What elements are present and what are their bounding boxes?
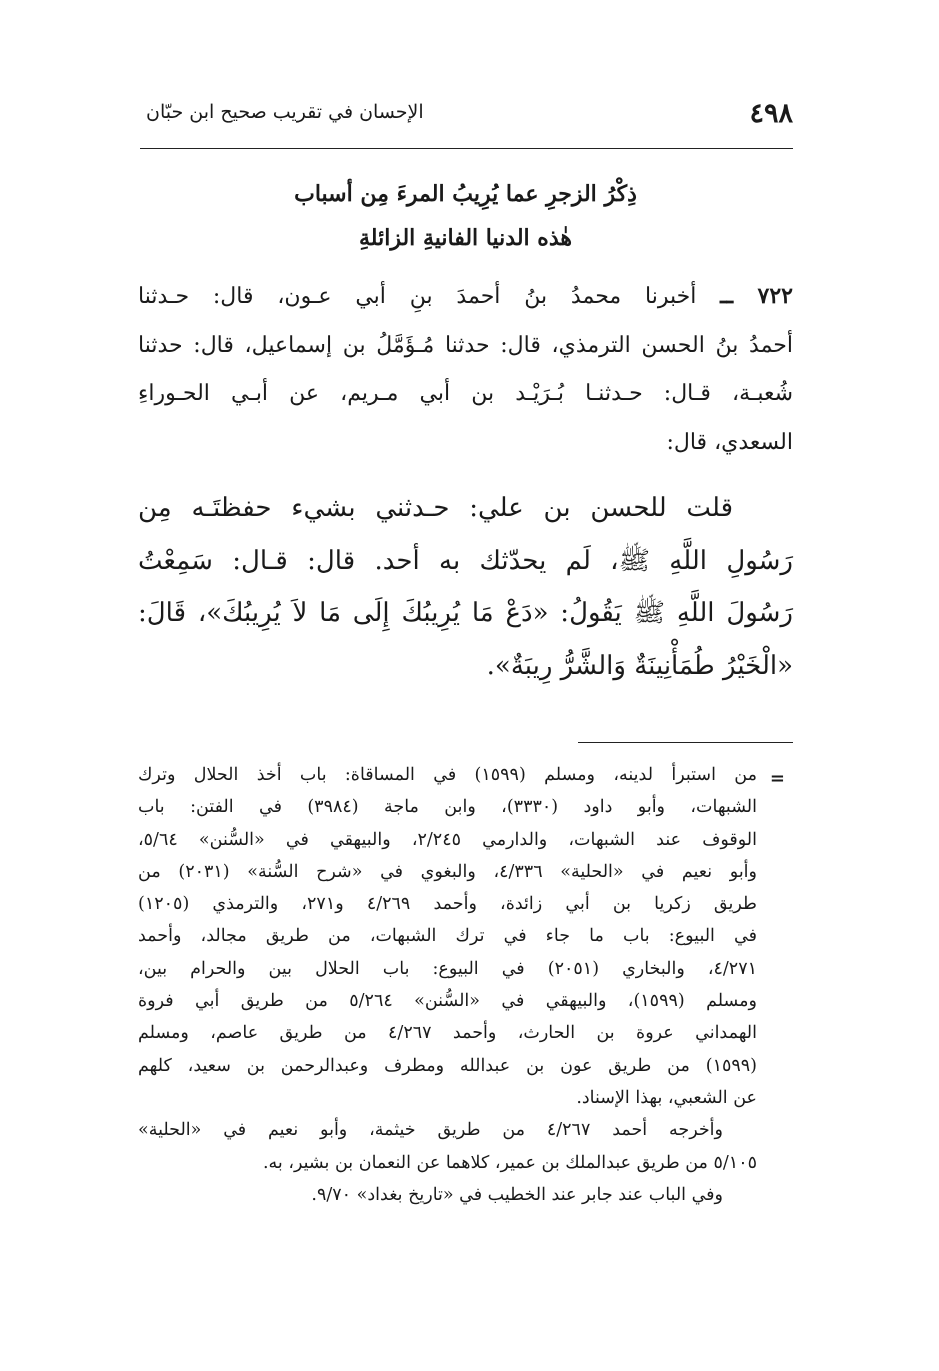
chapter-heading [138,172,793,260]
matn-line: رَسُولِ اللَّهِ ﷺ، لَم يحدّثك به أحد. قال: قـال: سَمِعْتُ [138,545,793,576]
isnad-line [138,272,793,322]
footnote-line: طريق زكريا بن أبي زائدة، وأحمد ٤/٢٦٩ و٢٧١، والترمذي (١٢٠٥) [138,894,757,915]
chapter-heading-line-2: هٰذه الدنيا الفانيةِ الزائلةِ [359,225,572,251]
isnad-line: شُعبـة، قـال: حـدثنـا بُـرَيْـد بن أبي مـريم، عن أبـي الحـوراءِ [138,381,793,406]
footnote-line: في البيوع: باب ما جاء في ترك الشبهات، من طريق مجالد، وأحمد [138,926,757,947]
page-number: ٤٩٨ [749,98,793,129]
footnote-line: الوقوف عند الشبهات، والدارمي ٢/٢٤٥، والبيهقي في «السُّنن» ٥/٦٤، [138,829,757,850]
footnote-line: ومسلم (١٥٩٩)، والبيهقي في «السُّنن» ٥/٢٦٤ من طريق أبي فروة [138,991,757,1012]
footnote-rule [578,742,793,743]
footnote-line: وفي الباب عند جابر عند الخطيب في «تاريخ بغداد» ٩/٧٠. [311,1184,723,1205]
book-title: الإحسان في تقريب صحيح ابن حبّان [146,101,424,123]
footnote-line: ٤/٢٧١، والبخاري (٢٠٥١) في البيوع: باب الحلال بين والحرام بين، [138,958,757,979]
footnote-line: (١٥٩٩) من طريق عون بن عبدالله ومطرف وعبدالرحمن بن سعيد، كلهم [138,1055,757,1076]
isnad-line: السعدي، قال: [666,429,793,455]
footnotes [138,759,757,1211]
isnad-line: أحمدُ بنُ الحسن الترمذي، قال: حدثنا مُـؤَمَّلُ بن إسماعيل، قال: حدثنا [138,332,793,358]
footnote-line: من استبرأ لدينه، ومسلم (١٥٩٩) في المساقاة: باب أخذ الحلال وترك [138,765,757,785]
book-page [138,92,793,1352]
footnote-line: ٥/١٠٥ من طريق عبدالملك بن عمير، كلاهما عن النعمان بن بشير، به. [262,1152,757,1173]
footnote-continuation-mark: = [769,768,785,789]
hadith-isnad [138,272,793,467]
hadith-number: ٧٢٢ ــ [720,283,793,309]
footnote-line: وأبو نعيم في «الحلية» ٤/٣٣٦، والبغوي في «شرح السُّنة» (٢٠٣١) من [138,861,757,882]
chapter-heading-line-1: ذِكْرُ الزجرِ عما يُرِيبُ المرءَ مِن أسباب [294,181,637,207]
footnote-line: الهمداني عروة بن الحارث، وأحمد ٤/٢٦٧ من طريق عاصم، ومسلم [138,1023,757,1044]
matn-line: قلت للحسن بن علي: حـدثني بشيء حفظتَـه مِن [138,493,733,523]
hadith-matn [138,482,793,692]
matn-line: رَسُولَ اللَّهِ ﷺ يَقُولُ: «دَعْ مَا يُرِيبُكَ إِلَى مَا لاَ يُرِيبُكَ»، قَالَ: [138,598,793,628]
running-head [138,98,793,138]
footnote-line: وأخرجه أحمد ٤/٢٦٧ من طريق خيثمة، وأبو نعيم في «الحلية» [138,1120,723,1141]
footnote-line: الشبهات، وأبو داود (٣٣٣٠)، وابن ماجة (٣٩٨٤) في الفتن: باب [138,797,758,818]
isnad-line-text: أخبرنا محمدُ بنُ أحمدَ بنِ أبي عـون، قال: حـدثنا [138,284,697,309]
header-rule [140,148,793,149]
matn-line: «الْخَيْرُ طُمَأْنِينَةٌ وَالشَّرُّ رِيبَةٌ». [486,650,793,681]
footnote-line: عن الشعبي، بهذا الإسناد. [576,1087,757,1108]
